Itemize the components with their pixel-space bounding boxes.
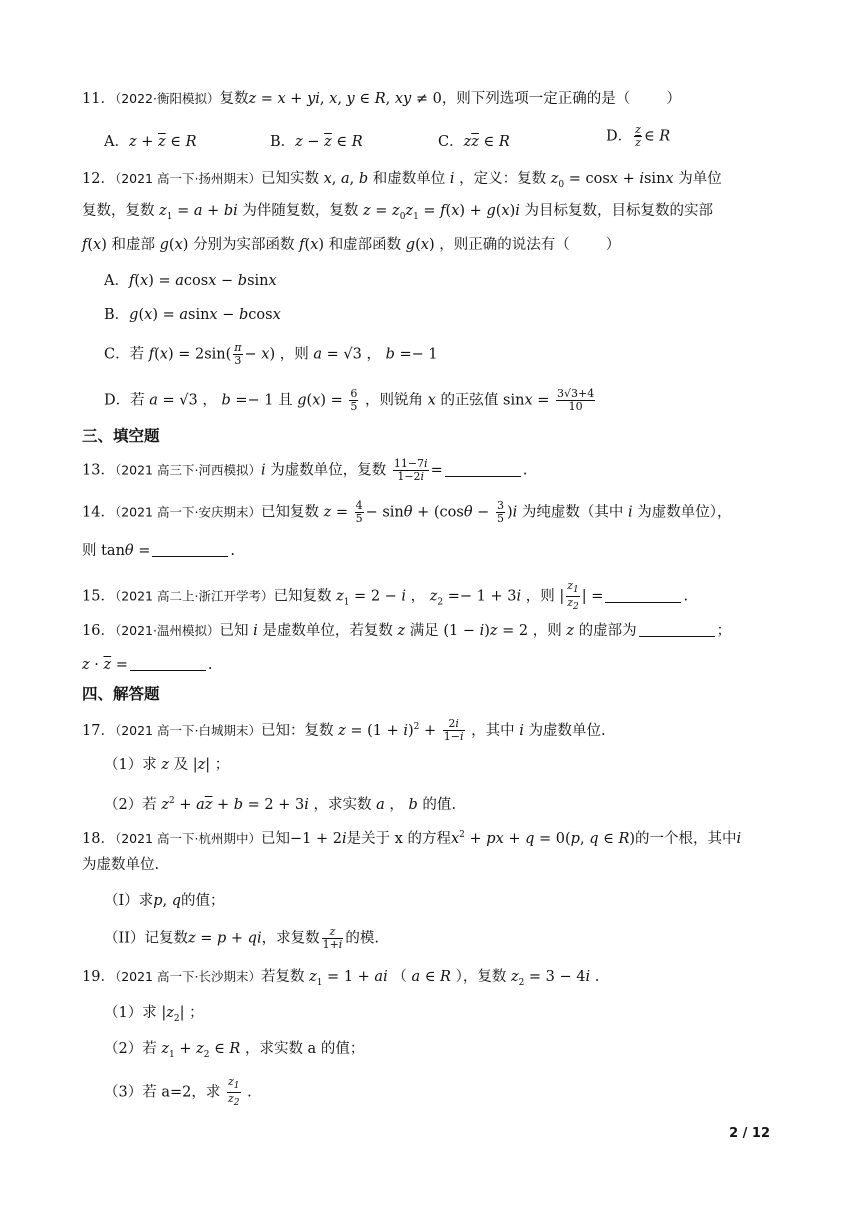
question-14-line-2: 则 tanθ = . (82, 543, 236, 559)
question-number: 16． (82, 623, 115, 639)
question-text: ，则 (532, 623, 562, 639)
question-source: （2021 高一下·扬州期末） (114, 171, 261, 186)
question-18-line-2 (82, 854, 782, 876)
question-number: 12． (82, 171, 115, 187)
answer-blank[interactable] (445, 462, 521, 477)
question-text: 若复数 (260, 969, 305, 985)
answer-blank[interactable] (152, 542, 228, 557)
option-b: B．$z - \overline{z}$ ∈ R (270, 134, 363, 150)
question-source: （2021 高一下·长沙期末） (114, 969, 261, 984)
question-11: 11．（2022·衡阳模拟）复数z = x + yi, x, y ∈ R, xy ≠ 0，则下列选项一定正确的是（ ） (82, 91, 681, 107)
question-number: 15． (82, 588, 115, 605)
question-18-part-2: （II）记复数z = p + qi，求复数 $\frac{z}{1+i}$ 的模. (104, 925, 379, 951)
question-18-part-1: （I）求p, q的值； (104, 893, 225, 909)
question-text: 复数 (219, 91, 249, 107)
section-heading-fill-in: 三、填空题 (82, 427, 160, 445)
question-12: 12．（2021 高一下·扬州期末）已知实数 x, a, b 和虚数单位 i ，定义：复数 $z_0 = \cos x + isinx$ 为单位 (82, 171, 722, 190)
question-text: ，则下列选项一定正确的是（ (441, 91, 631, 107)
question-text: 和虚数单位 (372, 171, 446, 187)
question-15: 15．（2021 高二上·浙江开学考）已知复数 $z_1 = 2 - i$ ， $z_2 =- 1 + 3i$ ，则 | $\frac{z_1}{z_2}$ | = . (82, 579, 689, 613)
answer-blank[interactable] (639, 622, 715, 637)
question-text: 已知：复数 (260, 722, 334, 739)
answer-blank[interactable] (605, 588, 681, 603)
question-16-line-2: $z \cdot \overline{z}$ = . (82, 657, 213, 673)
question-text: 已知 (219, 623, 249, 639)
question-source: （2022·衡阳模拟） (114, 91, 220, 106)
option-d: D．若 a = √3 ， b =− 1 且 g(x) = $\frac{6}{5}$ ，则锐角 x 的正弦值 sinx = $\frac{3√3+4}{10}$ (104, 387, 595, 413)
question-text: 已知复数 (273, 588, 332, 605)
question-number: 18． (82, 830, 115, 847)
question-text: 为虚数单位）， (637, 504, 732, 521)
question-text: 为目标复数，目标复数的实部 (524, 203, 714, 219)
question-text: 为虚数单位. (528, 722, 606, 739)
question-19-part-2: （2）若 $z_1 + z_2$ ∈ R ，求实数 a 的值； (104, 1041, 365, 1060)
question-text: 和虚部 (111, 237, 156, 253)
question-source: （2021·温州模拟） (114, 623, 220, 638)
question-16: 16．（2021·温州模拟）已知 i 是虚数单位，若复数 z 满足 (1 − i)z = 2 ，则 z 的虚部为 ； (82, 623, 732, 639)
question-source: （2021 高二上·浙江开学考） (114, 588, 274, 604)
question-source: （2021 高一下·白城期末） (114, 722, 261, 738)
question-14: 14．（2021 高一下·安庆期末）已知复数 z = $\frac{4}{5}$ − sinθ + (cosθ − $\frac{3}{5}$ )i 为纯虚数（其中 i 为虚数单位）， (82, 499, 732, 525)
question-text: ，则 (525, 588, 555, 605)
option-c: C．若 f(x) = 2sin( $\frac{\pi}{3}$ − x) ，则 a = √3 ， b =− 1 (104, 341, 438, 367)
question-number: 11． (82, 91, 115, 107)
page-number: 2 / 12 (729, 1126, 770, 1141)
question-text: 为纯虚数（其中 (521, 504, 624, 521)
question-text: ，则正确的说法有（ (439, 237, 570, 253)
question-text: 是关于 x 的方程 (346, 830, 451, 847)
question-source: （2021 高一下·安庆期末） (114, 504, 261, 520)
question-text: ） (605, 237, 621, 253)
question-text: 的虚部为 (578, 623, 637, 639)
question-text: 分别为实部函数 (193, 237, 295, 253)
section-heading-solve: 四、解答题 (82, 685, 160, 703)
question-17-part-1: （1）求 z 及 |z| ； (104, 757, 230, 773)
question-text: ） (666, 91, 681, 107)
question-text: 为单位 (678, 171, 722, 187)
question-17-part-2: （2）若 $z^2 + a\overline{z} + b = 2 + 3i$ ，求实数 a ， b 的值. (104, 796, 456, 813)
question-text: 已知 (260, 830, 290, 847)
question-19: 19．（2021 高一下·长沙期末）若复数 $z_1 = 1$ + ai （ a ∈ R ），复数 $z_2 = 3 - 4i$ . (82, 969, 600, 988)
question-text: 为伴随复数，复数 (242, 203, 359, 219)
question-text: ，定义：复数 (459, 171, 547, 187)
question-19-part-1: （1）求 $|z_2|$ ； (104, 1005, 204, 1024)
question-text: 为虚数单位，复数 (270, 462, 387, 479)
question-text: 的一个根，其中 (635, 830, 737, 847)
question-number: 19． (82, 969, 115, 985)
question-18: 18．（2021 高一下·杭州期中）已知−1 + 2i是关于 x 的方程$x^2$ + px + q = 0(p, q ∈ R)的一个根，其中i (82, 830, 742, 847)
question-text: ），复数 (455, 969, 507, 985)
option-a: A．f(x) = acosx − bsinx (104, 273, 277, 289)
question-number: 14． (82, 504, 115, 521)
answer-blank[interactable] (130, 656, 206, 671)
question-19-part-3: （3）若 a=2，求 $\frac{z_1}{z_2}$ . (104, 1075, 252, 1109)
question-number: 17． (82, 722, 115, 739)
question-17: 17．（2021 高一下·白城期末）已知：复数 $z = (1 + i)^2$ + $\frac{2i}{1-i}$ ，其中 i 为虚数单位. (82, 717, 606, 744)
question-12-line-3: f(x) 和虚部 g(x) 分别为实部函数 f(x) 和虚部函数 g(x) ，则正确的说法有（ ） (82, 237, 621, 253)
question-text: ，其中 (471, 722, 515, 739)
option-c: C．$z\overline{z}$ ∈ R (438, 134, 510, 150)
option-a: A．$z + \overline{z}$ ∈ R (104, 134, 197, 150)
question-text: 满足 (409, 623, 439, 639)
question-text: 是虚数单位，若复数 (262, 623, 393, 639)
question-number: 13． (82, 462, 115, 479)
question-text: 和虚部函数 (328, 237, 402, 253)
question-source: （2021 高三下·河西模拟） (114, 462, 261, 478)
question-text: 为虚数单位. (82, 857, 160, 873)
option-b: B．g(x) = asinx − bcosx (104, 307, 281, 323)
question-text: 则 (82, 543, 97, 559)
question-13: 13．（2021 高三下·河西模拟）i 为虚数单位，复数 $\frac{11-7i}{1-2i}$ = . (82, 457, 528, 483)
question-12-line-2: 复数，复数 $z_1 = a$ + bi 为伴随复数，复数 $z = z_0z_1 = f(x) + g(x)i$ 为目标复数，目标复数的实部 (82, 203, 714, 222)
option-d: D． $\frac{z}{z}$ ∈ R (606, 123, 671, 149)
question-source: （2021 高一下·杭州期中） (114, 830, 261, 846)
question-text: 已知复数 (260, 504, 319, 521)
question-text: 复数，复数 (82, 203, 155, 219)
question-text: 已知实数 (260, 171, 319, 187)
